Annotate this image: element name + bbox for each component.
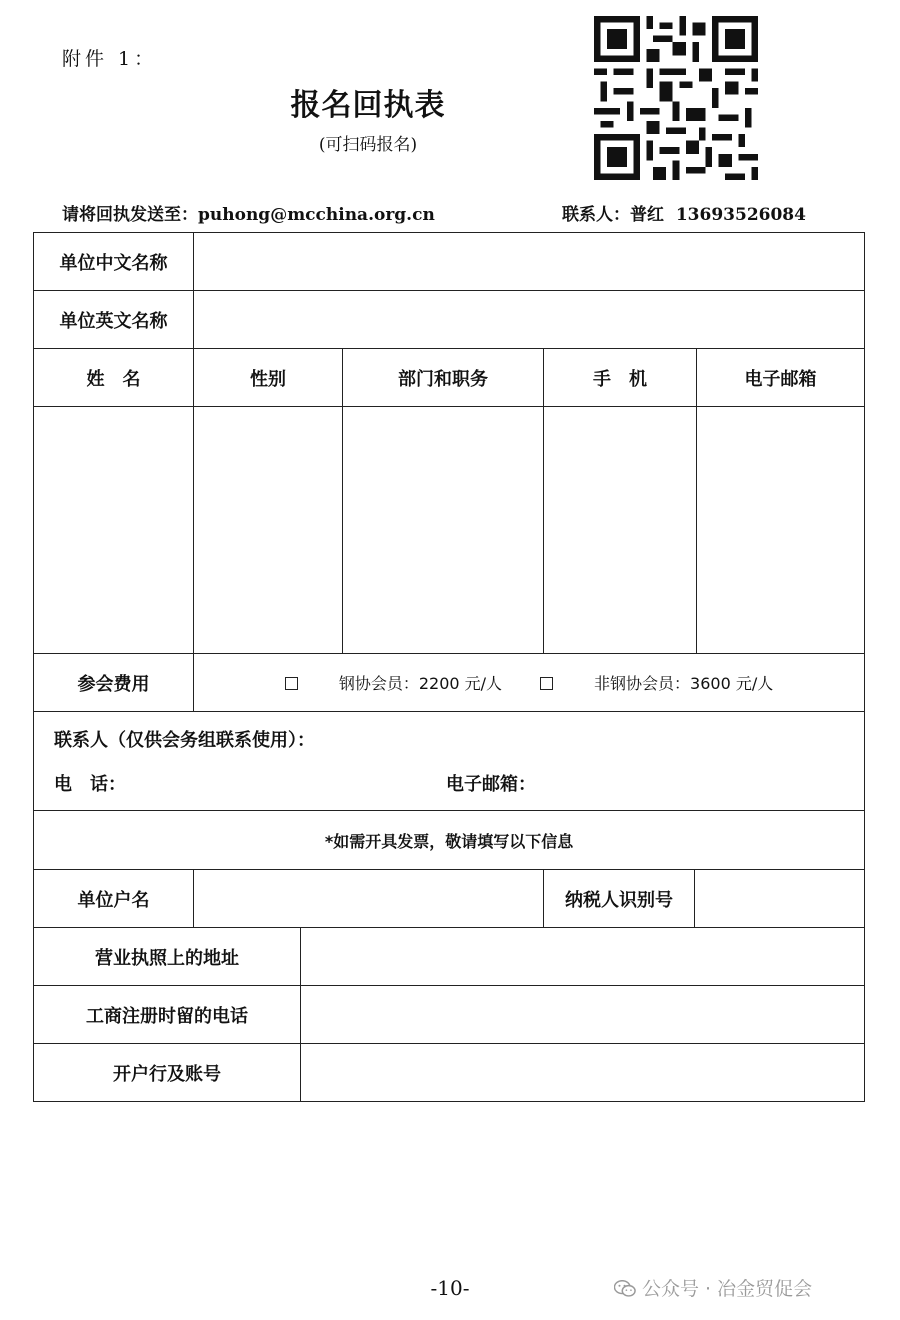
- wechat-icon: [614, 1280, 636, 1297]
- attendee-gender-input[interactable]: [194, 407, 343, 654]
- attendee-department-input[interactable]: [343, 407, 544, 654]
- fee-options: [194, 654, 865, 712]
- contact-email-label: 电子邮箱：: [446, 774, 536, 795]
- unit-cn-name-input[interactable]: [194, 233, 865, 291]
- invoice-note: *如需开具发票，敬请填写以下信息: [34, 811, 865, 870]
- contact-section-title: 联系人（仅供会务组联系使用）：: [54, 730, 315, 751]
- unit-en-name-input[interactable]: [194, 291, 865, 349]
- qr-code[interactable]: [594, 16, 758, 180]
- license-address-input[interactable]: [301, 928, 865, 986]
- contact-section: [34, 712, 865, 811]
- column-header-mobile: 手 机: [544, 349, 697, 407]
- fee-member-text: 钢协会员：2200 元/人: [338, 674, 503, 693]
- watermark-text: 公众号 · 冶金贸促会: [642, 1278, 813, 1300]
- page-subtitle: (可扫码报名): [318, 135, 418, 155]
- fee-label: 参会费用: [34, 654, 194, 712]
- tax-id-label: 纳税人识别号: [544, 870, 695, 928]
- column-header-gender: 性别: [194, 349, 343, 407]
- contact-person-line: [562, 200, 806, 225]
- send-label: 请将回执发送至：: [62, 205, 198, 225]
- registered-phone-label: 工商注册时留的电话: [34, 986, 301, 1044]
- column-header-email: 电子邮箱: [697, 349, 865, 407]
- fee-member-option[interactable]: [285, 674, 502, 693]
- registered-phone-input[interactable]: [301, 986, 865, 1044]
- contact-person-phone: 13693526084: [675, 205, 806, 225]
- send-to-line: [62, 200, 435, 225]
- column-header-department: 部门和职务: [343, 349, 544, 407]
- account-name-input[interactable]: [194, 870, 544, 928]
- send-email-link[interactable]: puhong@mcchina.org.cn: [198, 205, 435, 225]
- page-title: 报名回执表: [290, 88, 446, 123]
- account-name-label: 单位户名: [34, 870, 194, 928]
- fee-nonmember-text: 非钢协会员：3600 元/人: [594, 674, 774, 693]
- contact-phone-label: 电 话：: [54, 774, 126, 795]
- attendee-email-input[interactable]: [697, 407, 865, 654]
- attendee-mobile-input[interactable]: [544, 407, 697, 654]
- attendee-name-input[interactable]: [34, 407, 194, 654]
- attachment-label: 附件 1：: [62, 48, 158, 70]
- unit-cn-name-label: 单位中文名称: [34, 233, 194, 291]
- registration-form-table: [33, 232, 865, 1102]
- unit-en-name-label: 单位英文名称: [34, 291, 194, 349]
- license-address-label: 营业执照上的地址: [34, 928, 301, 986]
- bank-account-input[interactable]: [301, 1044, 865, 1102]
- contact-person-label: 联系人：普红: [562, 205, 664, 225]
- fee-nonmember-option[interactable]: [540, 674, 773, 693]
- watermark: [614, 1274, 812, 1301]
- checkbox-icon[interactable]: [285, 677, 298, 690]
- column-header-name: 姓 名: [34, 349, 194, 407]
- checkbox-icon[interactable]: [540, 677, 553, 690]
- bank-account-label: 开户行及账号: [34, 1044, 301, 1102]
- tax-id-input[interactable]: [695, 870, 865, 928]
- page-number: -10-: [430, 1276, 470, 1300]
